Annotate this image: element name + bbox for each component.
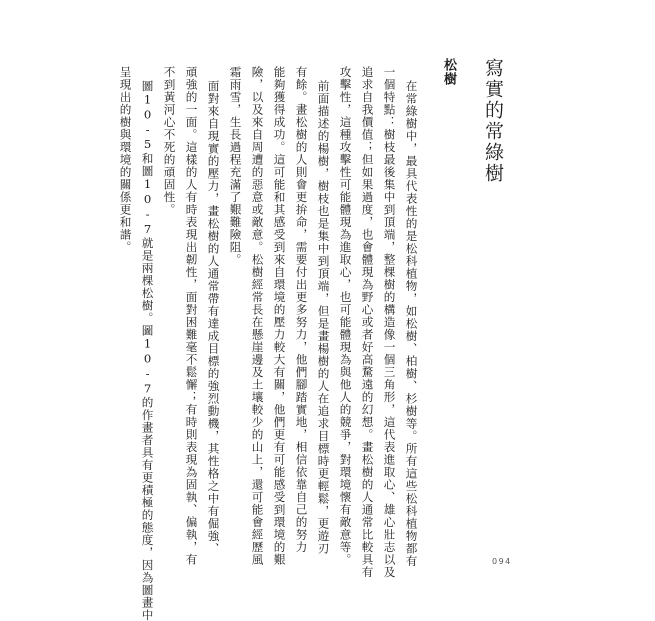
body-line: 攻擊性，這種攻擊性可能體現為進取心，也可能體現為與他人的競爭，對環境懷有敵意等。 — [338, 66, 353, 566]
body-line: 圖10-5和圖10-7就是兩棵松樹。圖10-7的作畫者具有更積極的態度，因為圖畫中 — [140, 80, 155, 621]
section-heading: 松樹 — [441, 58, 456, 86]
body-line: 在常綠樹中，最具代表性的是松科植物，如松樹、柏樹、杉樹等。所有這些松科植物都有 — [404, 80, 419, 568]
page-number: 094 — [492, 557, 512, 566]
body-line: 頑強的一面。這樣的人有時表現出韌性，面對困難毫不鬆懈；有時則表現為固執、偏執，有 — [184, 66, 199, 566]
body-line: 呈現出的樹與環境的關係更和諧。 — [118, 66, 133, 254]
body-line: 有餘。畫松樹的人則會更拚命，需要付出更多努力，他們腳踏實地，相信依靠自己的努力 — [294, 66, 309, 554]
body-line: 面對來自現實的壓力，畫松樹的人通常帶有達成目標的強烈動機，其性格之中有倔強、 — [206, 80, 221, 555]
chapter-title: 寫實的常綠樹 — [482, 58, 504, 184]
body-line: 能夠獲得成功。這可能和其感受到來自環境的壓力較大有關，他們更有可能感受到環境的艱 — [272, 66, 287, 566]
body-line: 一個特點：樹枝最後集中到頂端，整棵樹的構造像一個三角形，這代表進取心、雄心壯志以及 — [382, 66, 397, 579]
body-line: 追求自我價值；但如果過度，也會體現為野心或者好高騖遠的幻想。畫松樹的人通常比較具有 — [360, 66, 375, 579]
body-line: 霜雨雪，生長過程充滿了艱難險阻。 — [228, 66, 243, 266]
body-line: 不到黃河心不死的頑固性。 — [162, 66, 177, 216]
body-line: 險，以及來自周遭的惡意或敵意。松樹經常長在懸崖邊及土壤較少的山上，還可能會經歷風 — [250, 66, 265, 566]
body-line: 前面描述的楊樹，樹枝也是集中到頂端，但是畫楊樹的人在追求目標時更輕鬆，更遊刃 — [316, 80, 331, 555]
